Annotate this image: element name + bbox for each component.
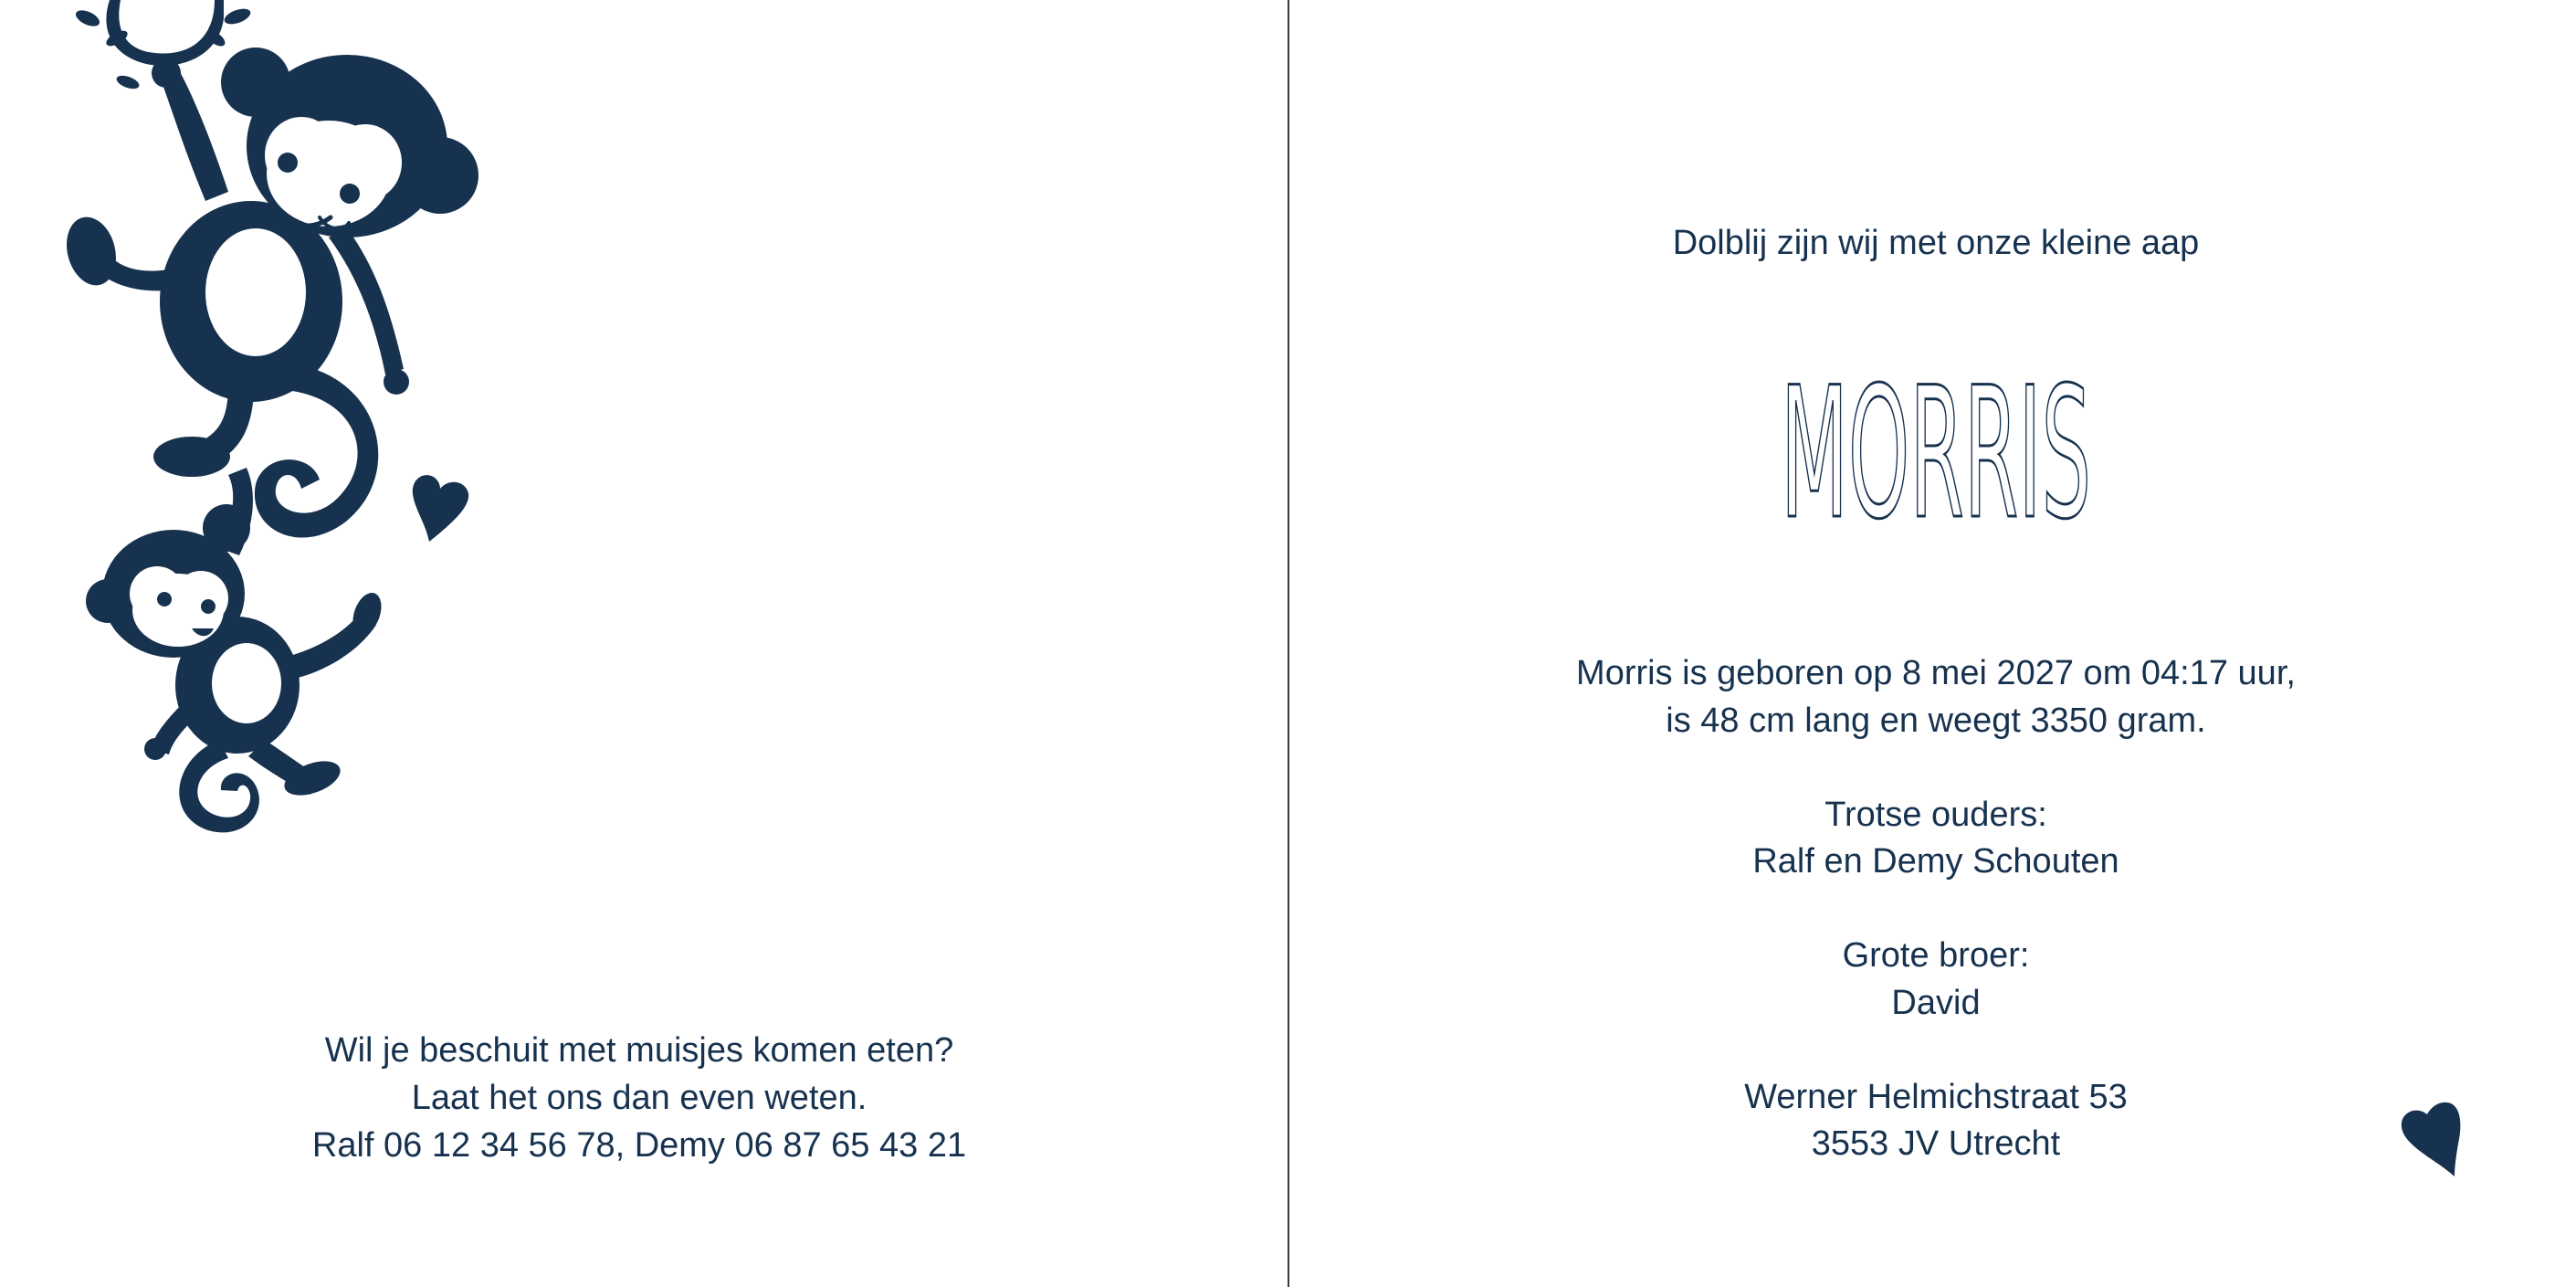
spacer bbox=[1388, 744, 2484, 792]
sibling-label: Grote broer: bbox=[1842, 936, 2030, 975]
hanging-monkeys-icon bbox=[46, 0, 484, 840]
page-fold-divider bbox=[1288, 0, 1289, 1287]
heart-icon bbox=[2400, 1100, 2462, 1176]
birth-line: is 48 cm lang en weegt 3350 gram. bbox=[1666, 701, 2206, 740]
baby-name-text: MORRIS bbox=[1781, 348, 2091, 559]
address-line: Werner Helmichstraat 53 bbox=[1744, 1077, 2128, 1116]
birth-line: Morris is geboren op 8 mei 2027 om 04:17 uur, bbox=[1576, 654, 2296, 692]
rsvp-text bbox=[183, 1027, 1096, 1169]
address-line: 3553 JV Utrecht bbox=[1811, 1124, 2061, 1163]
spacer bbox=[1388, 886, 2484, 934]
rsvp-line: Wil je beschuit met muisjes komen eten? bbox=[324, 1031, 954, 1070]
birth-details bbox=[1388, 650, 2484, 1168]
heart-icon bbox=[411, 469, 471, 542]
parents-label: Trotse ouders: bbox=[1824, 795, 2047, 834]
rsvp-contact-line: Ralf 06 12 34 56 78, Demy 06 87 65 43 21 bbox=[311, 1126, 967, 1165]
parents-names: Ralf en Demy Schouten bbox=[1752, 842, 2119, 881]
intro-line: Dolblij zijn wij met onze kleine aap bbox=[1672, 224, 2200, 262]
spacer bbox=[1388, 1027, 2484, 1074]
baby-name-heading bbox=[1708, 348, 2164, 559]
rsvp-line: Laat het ons dan even weten. bbox=[411, 1079, 867, 1117]
sibling-name: David bbox=[1891, 983, 1981, 1022]
